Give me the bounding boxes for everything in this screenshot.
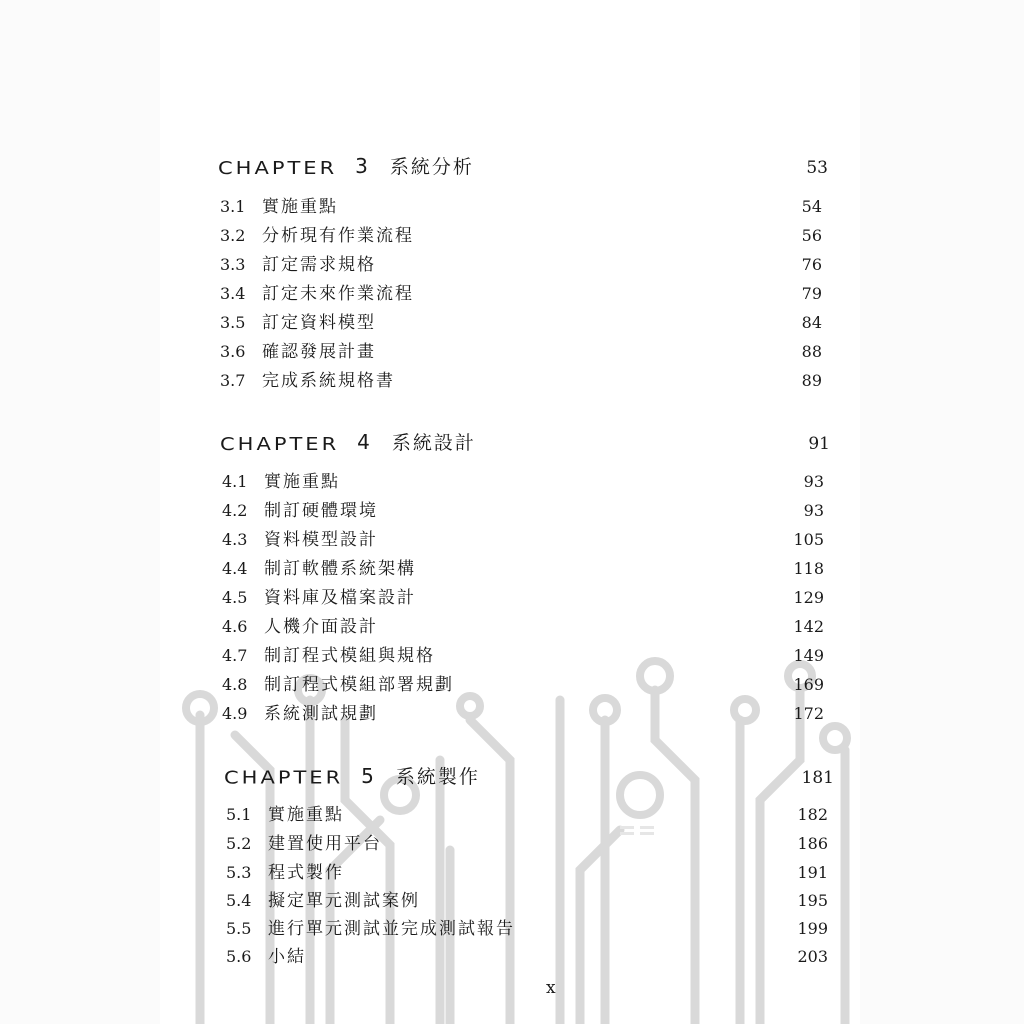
section-number: 4.8 xyxy=(222,675,248,694)
chapter-heading[interactable] xyxy=(224,762,834,789)
section-page: 118 xyxy=(793,559,824,578)
section-page: 56 xyxy=(801,226,822,245)
toc-entry[interactable] xyxy=(222,525,824,549)
section-number: 3.3 xyxy=(220,255,246,274)
section-title: 訂定需求規格 xyxy=(262,255,376,275)
section-page: 172 xyxy=(793,704,824,723)
toc-entry[interactable] xyxy=(222,554,824,578)
section-page: 93 xyxy=(803,472,824,491)
chapter-word: CHAPTER xyxy=(220,433,340,454)
section-number: 4.5 xyxy=(222,588,248,607)
chapter-number: 4 xyxy=(357,430,370,454)
chapter-title: 系統製作 xyxy=(395,766,480,788)
toc-entry[interactable] xyxy=(226,886,828,910)
toc-entry[interactable] xyxy=(222,641,824,665)
section-title: 完成系統規格書 xyxy=(262,371,395,391)
section-page: 169 xyxy=(793,675,824,694)
toc-entry[interactable] xyxy=(226,858,828,882)
section-page: 84 xyxy=(801,313,822,332)
section-number: 4.6 xyxy=(222,617,248,636)
section-title: 制訂硬體環境 xyxy=(264,501,378,521)
section-page: 195 xyxy=(797,891,828,910)
section-number: 5.1 xyxy=(226,805,252,824)
toc-entry[interactable] xyxy=(220,366,822,390)
chapter-page: 53 xyxy=(806,158,828,178)
section-title: 訂定資料模型 xyxy=(262,313,376,333)
section-number: 3.2 xyxy=(220,226,246,245)
section-title: 實施重點 xyxy=(264,472,340,492)
section-page: 142 xyxy=(793,617,824,636)
chapter-word: CHAPTER xyxy=(224,767,344,788)
section-number: 5.4 xyxy=(226,891,252,910)
section-page: 203 xyxy=(797,947,828,966)
section-title: 制訂軟體系統架構 xyxy=(264,559,416,579)
section-title: 實施重點 xyxy=(268,805,344,825)
chapter-title: 系統設計 xyxy=(391,432,476,454)
section-title: 人機介面設計 xyxy=(264,617,378,637)
toc-entry[interactable] xyxy=(220,308,822,332)
section-number: 3.1 xyxy=(220,197,246,216)
section-title: 小結 xyxy=(268,947,306,967)
toc-entry[interactable] xyxy=(220,250,822,274)
section-title: 分析現有作業流程 xyxy=(262,226,414,246)
section-title: 確認發展計畫 xyxy=(262,342,376,362)
section-page: 182 xyxy=(797,805,828,824)
section-page: 129 xyxy=(793,588,824,607)
toc-entry[interactable] xyxy=(222,467,824,491)
section-page: 88 xyxy=(801,342,822,361)
section-number: 4.9 xyxy=(222,704,248,723)
section-page: 54 xyxy=(801,197,822,216)
toc-entry[interactable] xyxy=(220,279,822,303)
chapter-heading[interactable] xyxy=(218,152,828,179)
chapter-number: 5 xyxy=(361,764,374,788)
section-number: 4.4 xyxy=(222,559,248,578)
section-number: 3.6 xyxy=(220,342,246,361)
section-title: 實施重點 xyxy=(262,197,338,217)
section-page: 93 xyxy=(803,501,824,520)
section-page: 76 xyxy=(801,255,822,274)
section-title: 訂定未來作業流程 xyxy=(262,284,414,304)
toc-entry[interactable] xyxy=(222,670,824,694)
section-number: 5.3 xyxy=(226,863,252,882)
section-title: 資料模型設計 xyxy=(264,530,378,550)
section-page: 191 xyxy=(797,863,828,882)
section-number: 5.6 xyxy=(226,947,252,966)
section-number: 3.7 xyxy=(220,371,246,390)
toc-entry[interactable] xyxy=(226,800,828,824)
section-page: 79 xyxy=(801,284,822,303)
chapter-heading[interactable] xyxy=(220,428,830,455)
toc-entry[interactable] xyxy=(220,337,822,361)
chapter-word: CHAPTER xyxy=(218,157,338,178)
chapter-title: 系統分析 xyxy=(389,156,474,178)
section-title: 系統測試規劃 xyxy=(264,704,378,724)
toc-entry[interactable] xyxy=(222,583,824,607)
section-number: 4.3 xyxy=(222,530,248,549)
section-title: 建置使用平台 xyxy=(268,834,382,854)
section-number: 5.5 xyxy=(226,919,252,938)
section-page: 149 xyxy=(793,646,824,665)
toc-entry[interactable] xyxy=(222,699,824,723)
section-number: 3.5 xyxy=(220,313,246,332)
toc-entry[interactable] xyxy=(226,914,828,938)
section-title: 資料庫及檔案設計 xyxy=(264,588,416,608)
toc-entry[interactable] xyxy=(226,829,828,853)
section-page: 89 xyxy=(801,371,822,390)
toc-entry[interactable] xyxy=(222,612,824,636)
section-title: 進行單元測試並完成測試報告 xyxy=(268,919,515,939)
section-number: 4.2 xyxy=(222,501,248,520)
toc-entry[interactable] xyxy=(222,496,824,520)
toc-entry[interactable] xyxy=(220,192,822,216)
page-folio: x xyxy=(546,978,556,998)
section-title: 制訂程式模組與規格 xyxy=(264,646,435,666)
section-page: 105 xyxy=(793,530,824,549)
toc-entry[interactable] xyxy=(220,221,822,245)
section-title: 制訂程式模組部署規劃 xyxy=(264,675,454,695)
section-title: 擬定單元測試案例 xyxy=(268,891,420,911)
section-page: 186 xyxy=(797,834,828,853)
section-number: 4.7 xyxy=(222,646,248,665)
section-number: 5.2 xyxy=(226,834,252,853)
chapter-number: 3 xyxy=(355,154,368,178)
toc-entry[interactable] xyxy=(226,942,828,966)
section-number: 3.4 xyxy=(220,284,246,303)
chapter-page: 181 xyxy=(801,768,834,788)
section-title: 程式製作 xyxy=(268,863,344,883)
section-number: 4.1 xyxy=(222,472,248,491)
section-page: 199 xyxy=(797,919,828,938)
chapter-page: 91 xyxy=(808,434,830,454)
